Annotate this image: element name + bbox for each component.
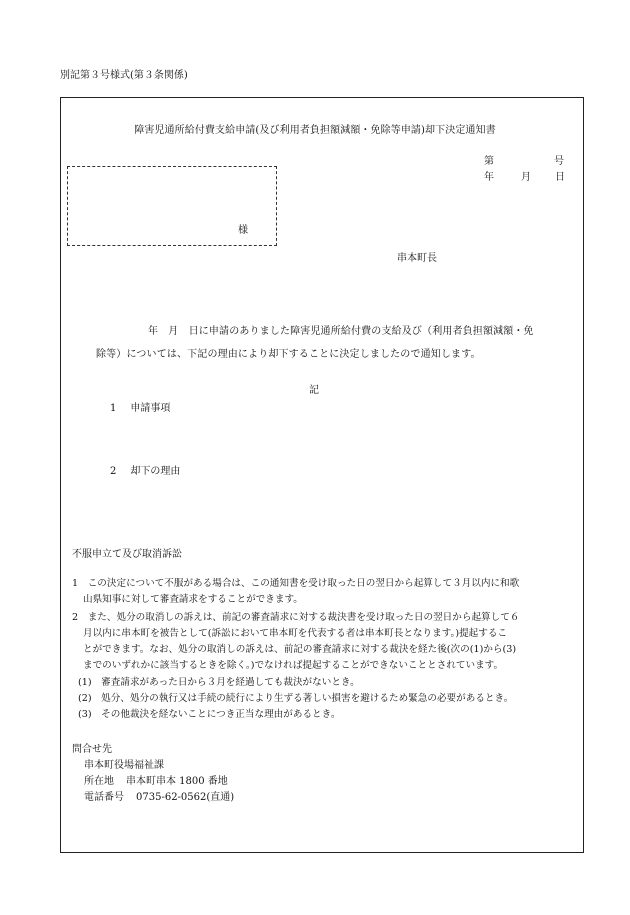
document-title: 障害児通所給付費支給申請(及び利用者負担額減額・免除等申請)却下決定通知書	[134, 125, 496, 136]
item-number: 2	[110, 466, 117, 477]
objection-line: とができます。なお、処分の取消しの訴えは、前記の審査請求に対する裁決を経た後(次の(1)から(3)	[83, 644, 517, 655]
contact-phone	[84, 788, 234, 803]
form-label: 別記第３号様式(第３条関係)	[60, 70, 188, 81]
objection-line: (3) その他裁決を経ないことにつき正当な理由があるとき。	[78, 709, 341, 720]
sender-name: 串本町長	[397, 253, 437, 264]
ki-heading: 記	[309, 385, 319, 396]
contact-address	[84, 772, 228, 787]
recipient-honorific: 様	[238, 225, 248, 236]
date-year-label: 年	[484, 172, 494, 183]
number-label: 第	[484, 156, 494, 167]
contact-heading: 問合せ先	[72, 744, 112, 755]
item-label: 申請事項	[130, 403, 171, 414]
objection-heading: 不服申立て及び取消訴訟	[72, 549, 182, 560]
date-month-label: 月	[521, 172, 531, 183]
objection-line: (1) 審査請求があった日から３月を経過しても裁決がないとき。	[78, 677, 360, 688]
objection-line: 1 この決定について不服がある場合は、この通知書を受け取った日の翌日から起算して３月以内に和歌	[72, 578, 520, 589]
phone-value: 0735-62-0562(直通)	[136, 792, 235, 803]
objection-line: 月以内に串本町を被告として(訴訟において串本町を代表する者は串本町長となります。)提起するこ	[83, 628, 508, 639]
objection-line: (2) 処分、処分の執行又は手続の続行により生ずる著しい損害を避けるため緊急の必要があるとき。	[78, 693, 514, 704]
body-line-2: 除等）については、下記の理由により却下することに決定しましたので通知します。	[96, 349, 481, 360]
objection-line: 2 また、処分の取消しの訴えは、前記の審査請求に対する裁決書を受け取った日の翌日から起算して６	[72, 612, 520, 623]
item-label: 却下の理由	[130, 466, 181, 477]
item-number: 1	[110, 403, 117, 414]
item-rejection-reason	[110, 462, 180, 477]
body-line-1: 年 月 日に申請のありました障害児通所給付費の支給及び（利用者負担額減額・免	[148, 326, 534, 337]
objection-line: までのいずれかに該当するときを除く。)でなければ提起することができないこととされています。	[83, 660, 504, 671]
phone-label: 電話番号	[84, 792, 124, 803]
date-day-label: 日	[555, 172, 565, 183]
item-application	[110, 399, 170, 414]
objection-line: 山県知事に対して審査請求をすることができます。	[83, 594, 303, 605]
contact-department: 串本町役場福祉課	[84, 760, 164, 771]
number-suffix: 号	[554, 156, 564, 167]
address-label: 所在地	[84, 776, 114, 787]
address-value: 串本町串本 1800 番地	[126, 776, 228, 787]
